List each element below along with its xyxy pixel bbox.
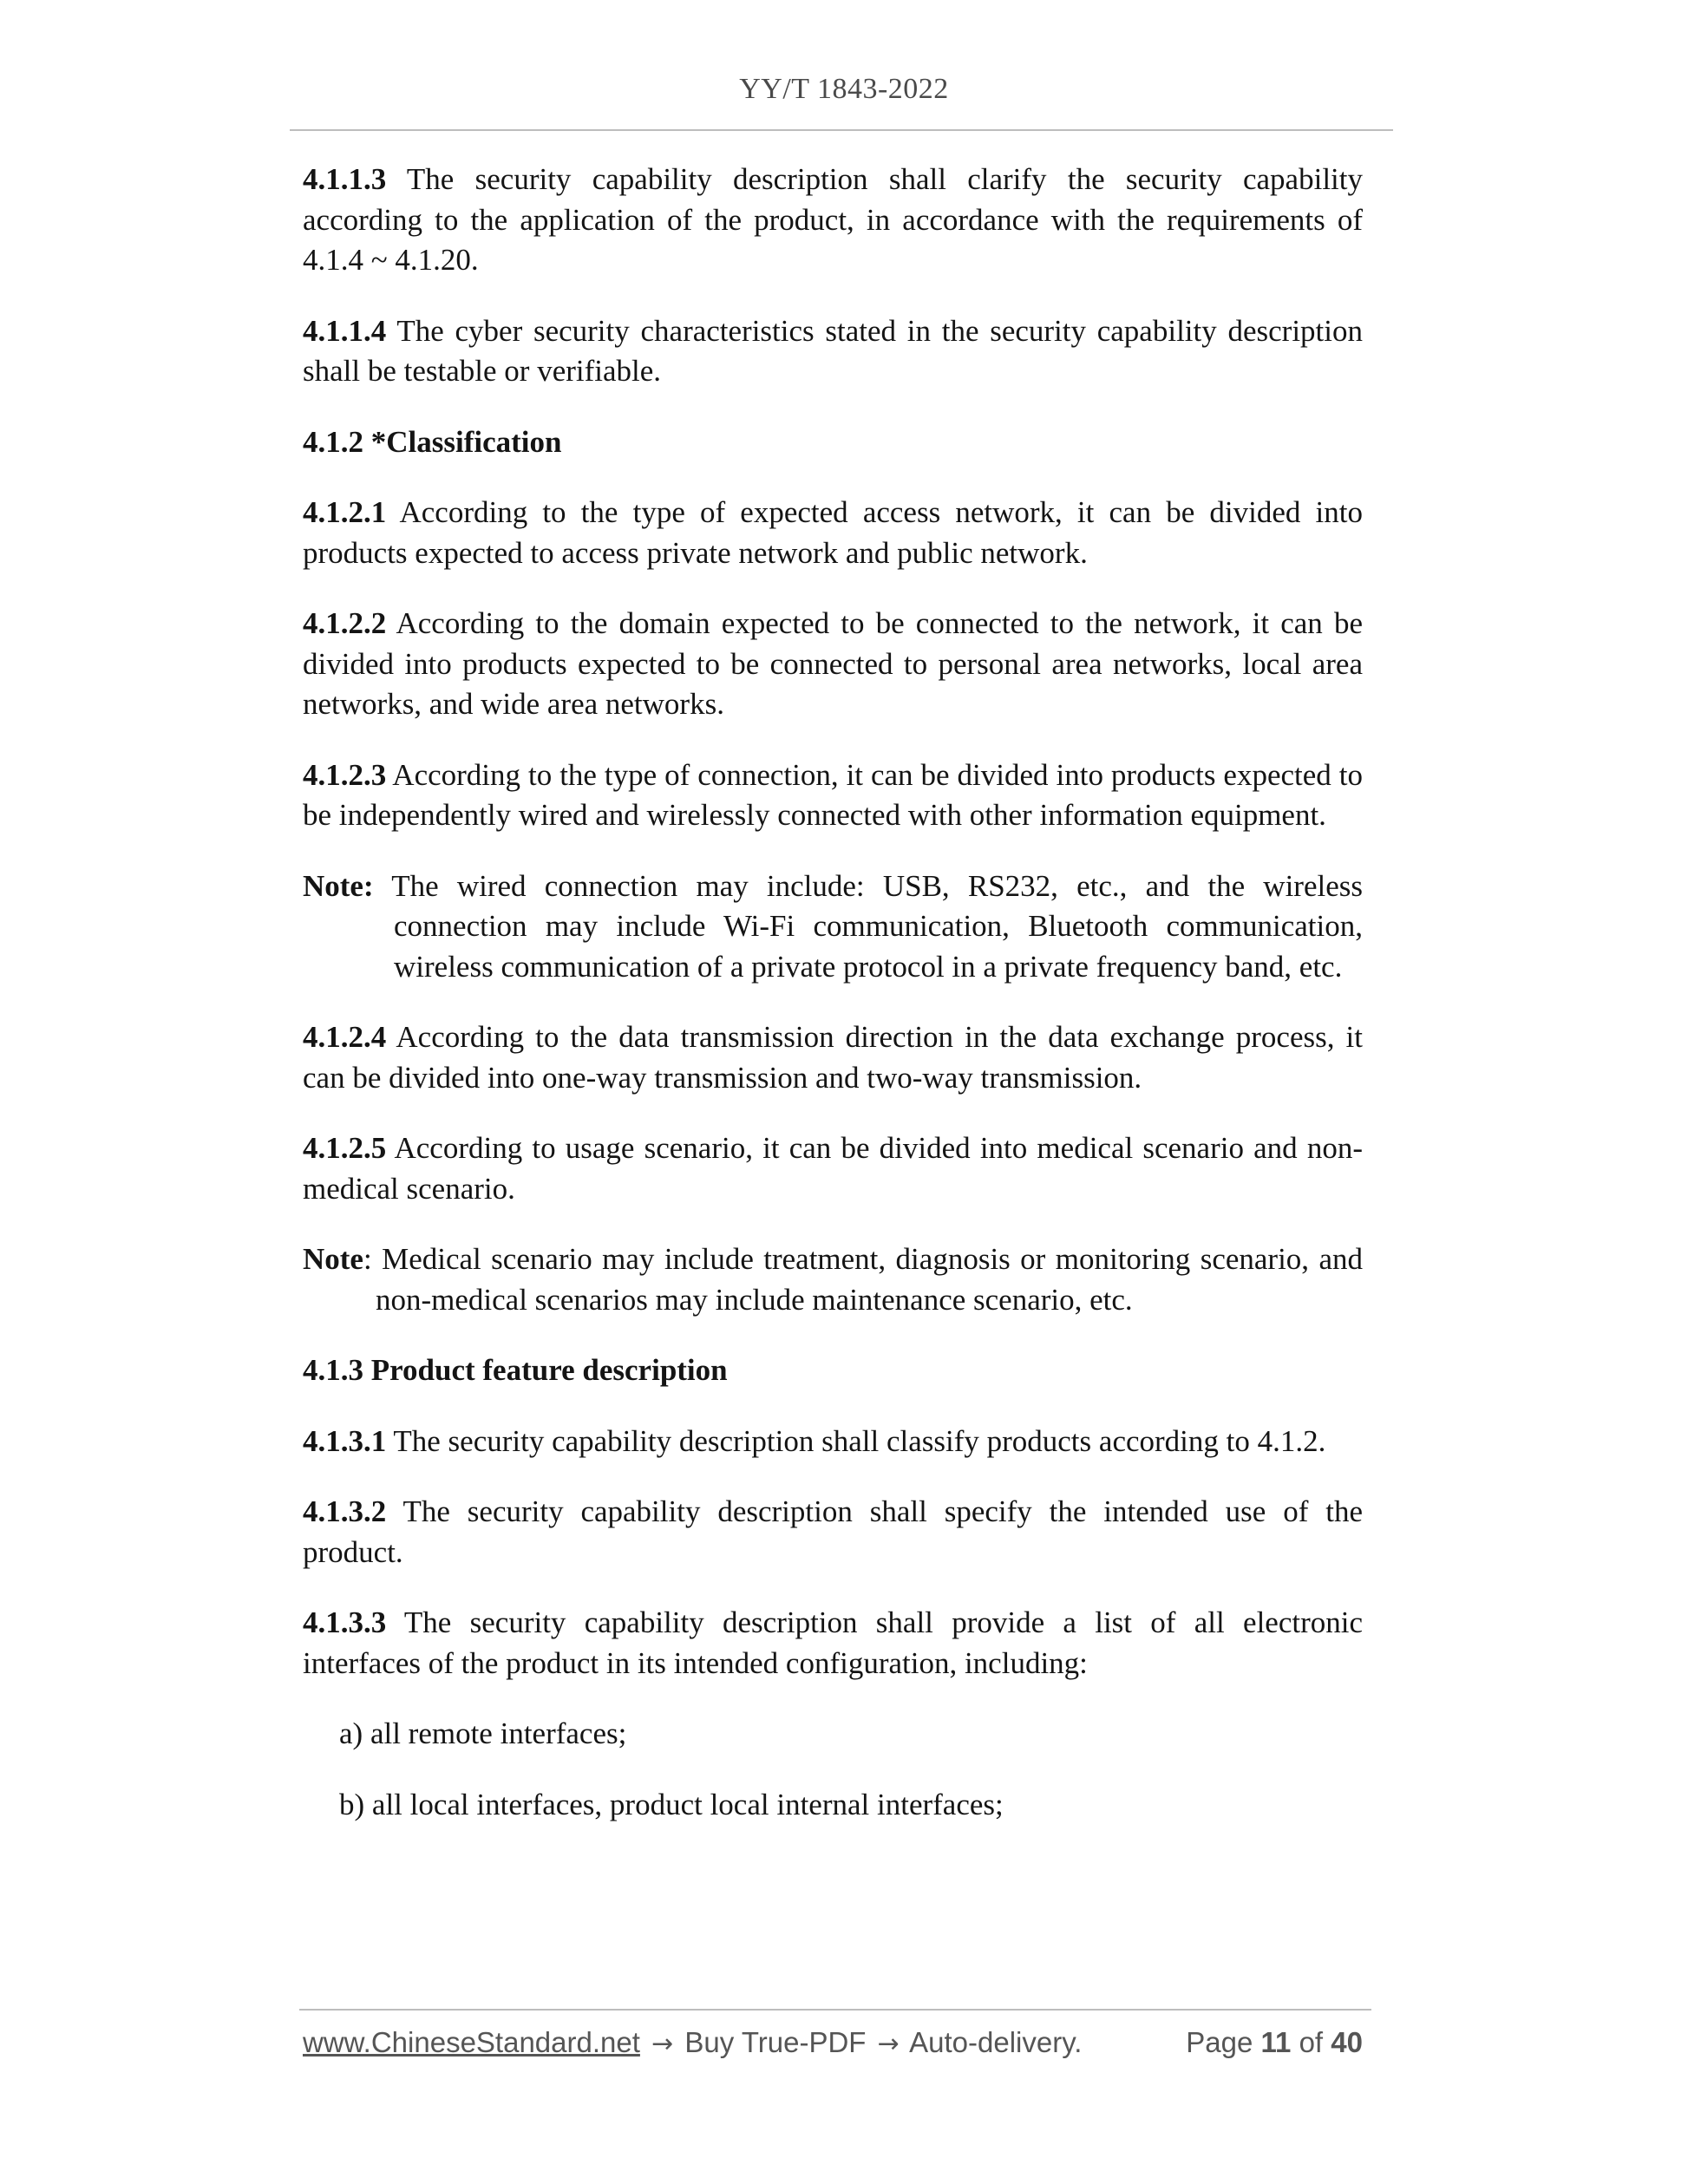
clause-4-1-2-4 <box>303 1017 1363 1098</box>
clause-4-1-2-2 <box>303 604 1363 725</box>
clause-number: 4.1.3.2 <box>303 1494 387 1528</box>
page-word: Page <box>1186 2026 1253 2058</box>
note-text: : Medical scenario may include treatment, diagnosis or monitoring scenario, and non-medical scenarios may include maintenance scenario, etc. <box>363 1242 1363 1317</box>
clause-4-1-2-3 <box>303 755 1363 836</box>
buy-pdf-text: Buy True-PDF <box>684 2026 867 2058</box>
arrow-right-icon: → <box>877 2029 900 2059</box>
note-label: Note: <box>303 868 374 903</box>
clause-text: According to the domain expected to be connected to the network, it can be divided into products expected to be connected to personal area networks, local area networks, and wide area networks. <box>303 606 1363 721</box>
clause-4-1-3-2 <box>303 1492 1363 1573</box>
clause-text: The security capability description shall classify products according to 4.1.2. <box>393 1423 1326 1458</box>
clause-number: 4.1.2.5 <box>303 1131 387 1165</box>
list-item: b) all local interfaces, product local internal interfaces; <box>339 1787 1004 1821</box>
arrow-right-icon: → <box>651 2029 674 2059</box>
delivery-text: Auto-delivery. <box>909 2026 1083 2058</box>
clause-text: According to the data transmission direction in the data exchange process, it can be divided into one-way transmission and two-way transmission. <box>303 1020 1363 1095</box>
of-word: of <box>1299 2026 1324 2058</box>
clause-number: 4.1.2.1 <box>303 495 387 529</box>
clause-number: 4.1.3.1 <box>303 1423 387 1458</box>
website-link[interactable]: www.ChineseStandard.net <box>303 2026 640 2058</box>
note-usage-scenarios <box>303 1239 1363 1320</box>
page-header: YY/T 1843-2022 <box>739 73 949 105</box>
clause-4-1-1-4 <box>303 311 1363 392</box>
clause-4-1-1-3 <box>303 160 1363 281</box>
page-footer <box>303 2026 1363 2059</box>
clause-text: The security capability description shall specify the intended use of the product. <box>303 1494 1363 1569</box>
document-body <box>303 160 1363 1855</box>
page-indicator <box>1186 2026 1363 2059</box>
clause-number: 4.1.3.3 <box>303 1605 387 1639</box>
clause-text: According to the type of connection, it can be divided into products expected to be independently wired and wirelessly connected with other information equipment. <box>303 757 1363 832</box>
current-page-number: 11 <box>1260 2026 1292 2058</box>
note-label: Note <box>303 1242 363 1276</box>
note-connection-types <box>303 866 1363 988</box>
clause-text: The security capability description shall provide a list of all electronic interfaces of the product in its intended configuration, including: <box>303 1605 1363 1680</box>
clause-4-1-2-5 <box>303 1128 1363 1209</box>
clause-4-1-3-1 <box>303 1422 1363 1462</box>
clause-4-1-3-3 <box>303 1603 1363 1684</box>
clause-number: 4.1.2.2 <box>303 606 387 640</box>
clause-number: 4.1.1.3 <box>303 162 387 196</box>
section-heading-4-1-3: 4.1.3 Product feature description <box>303 1353 728 1387</box>
clause-4-1-2-1 <box>303 493 1363 573</box>
note-text: The wired connection may include: USB, RS232, etc., and the wireless connection may include Wi-Fi communication, Bluetooth communication, wireless communication of a private protocol in a private frequency band, etc. <box>391 868 1363 984</box>
footer-divider <box>299 2009 1371 2011</box>
section-heading-4-1-2: 4.1.2 *Classification <box>303 424 562 459</box>
list-item: a) all remote interfaces; <box>339 1716 627 1750</box>
clause-text: The security capability description shall clarify the security capability according to the application of the product, in accordance with the requirements of 4.1.4 ~ 4.1.20. <box>303 162 1363 277</box>
clause-number: 4.1.2.3 <box>303 757 387 792</box>
clause-text: According to usage scenario, it can be divided into medical scenario and non-medical scenario. <box>303 1131 1363 1206</box>
clause-text: The cyber security characteristics stated in the security capability description shall be testable or verifiable. <box>303 313 1363 388</box>
clause-text: According to the type of expected access network, it can be divided into products expected to access private network and public network. <box>303 495 1363 570</box>
total-page-count: 40 <box>1331 2026 1363 2058</box>
clause-number: 4.1.2.4 <box>303 1020 387 1054</box>
clause-number: 4.1.1.4 <box>303 313 387 348</box>
header-divider <box>290 129 1393 131</box>
